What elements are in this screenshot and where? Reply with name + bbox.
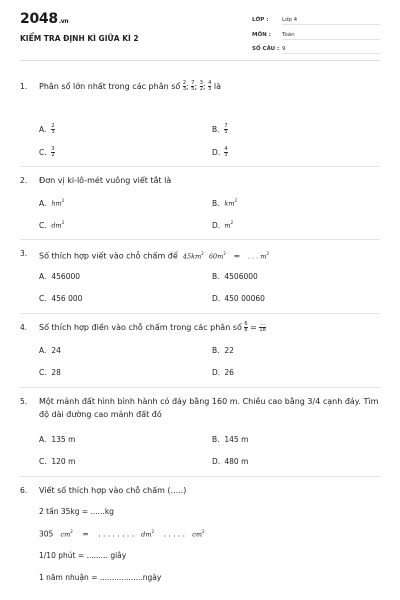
option-b[interactable]: B. 22: [212, 346, 234, 355]
question-separator: [20, 476, 380, 477]
option-d[interactable]: D. $m^2$: [212, 220, 234, 230]
fill-line-mass[interactable]: 2 tấn 35kg = ......kg: [39, 507, 114, 516]
fill-line-area[interactable]: 305 $cm^2$ = . . . . . . . . $dm^2$ . . . . . $cm^2$: [39, 529, 205, 539]
option-b[interactable]: B. $\frac{7}{5}$: [212, 123, 228, 135]
option-d[interactable]: D. 26: [212, 368, 234, 377]
question-6: [20, 484, 380, 498]
fraction: $\frac{3}{2}$: [199, 80, 203, 92]
question-text: Một mảnh đất hình bình hành có đáy bằng 160 m. Chiều cao bằng 3/4 cạnh đáy. Tìm độ dài đường cao mảnh đất đó: [39, 397, 379, 419]
header-divider: [20, 60, 380, 61]
question-text: Viết số thích hợp vào chỗ chấm (.....): [39, 486, 187, 495]
meta-class-value: Lớp 4: [282, 17, 380, 25]
site-logo[interactable]: [20, 11, 68, 27]
option-a[interactable]: A. 135 m: [39, 435, 76, 444]
logo-suffix: .vn: [58, 18, 69, 25]
fraction: $\frac{7}{5}$: [191, 80, 195, 92]
option-d[interactable]: D. 450 00060: [212, 294, 265, 303]
question-separator: [20, 166, 380, 167]
option-c[interactable]: C. 28: [39, 368, 61, 377]
fraction: $\frac{6}{8}$: [244, 321, 248, 333]
option-c[interactable]: C. 456 000: [39, 294, 83, 303]
question-text: Phân số lớn nhất trong các phân số $\frac{2}{3}$ ; $\frac{7}{5}$ ; $\frac{3}{2}$ ; $\frac{4}{3}$ là: [39, 80, 221, 92]
question-separator: [20, 387, 380, 388]
question-4: [20, 321, 380, 335]
question-number: 5.: [20, 397, 28, 406]
meta-subject-value: Toán: [282, 32, 380, 40]
meta-count-row: [252, 46, 380, 56]
meta-class-row: [252, 17, 380, 27]
question-separator: [20, 313, 380, 314]
meta-count-value: 9: [282, 46, 380, 54]
question-2: [20, 174, 380, 188]
option-b[interactable]: B. 4506000: [212, 272, 258, 281]
question-3: [20, 247, 380, 261]
option-a[interactable]: A. 24: [39, 346, 61, 355]
fraction: $\frac{4}{3}$: [208, 80, 212, 92]
question-text: Số thích hợp điền vào chỗ chấm trong các phân số $\frac{6}{8}$ = $\frac{...}{18}$: [39, 321, 266, 333]
question-text: Số thích hợp viết vào chỗ chấm để $45km^2$ $60m^2$ = . . . $m^2$: [39, 251, 269, 261]
meta-subject-row: [252, 32, 380, 42]
question-text: Đơn vị ki-lô-mét vuông viết tắt là: [39, 176, 172, 185]
option-d[interactable]: D. $\frac{4}{3}$: [212, 146, 228, 158]
option-c[interactable]: C. $\frac{3}{2}$: [39, 146, 55, 158]
question-number: 3.: [20, 249, 28, 258]
question-separator: [20, 239, 380, 240]
option-a[interactable]: A. 456000: [39, 272, 81, 281]
option-a[interactable]: A. $hm^2$: [39, 198, 65, 208]
question-number: 4.: [20, 323, 28, 332]
fill-line-leap-year[interactable]: 1 năm nhuận = ..................ngày: [39, 573, 162, 582]
meta-subject-label: MÔN :: [252, 32, 271, 38]
option-b[interactable]: B. 145 m: [212, 435, 249, 444]
exam-title: KIỂM TRA ĐỊNH KÌ GIỮA KÌ 2: [20, 34, 139, 43]
option-d[interactable]: D. 480 m: [212, 457, 249, 466]
question-number: 1.: [20, 82, 28, 91]
option-c[interactable]: C. 120 m: [39, 457, 76, 466]
question-number: 6.: [20, 486, 28, 495]
question-number: 2.: [20, 176, 28, 185]
meta-class-label: LỚP :: [252, 17, 269, 23]
fraction: $\frac{...}{18}$: [259, 321, 266, 333]
question-1: [20, 80, 380, 94]
question-5: [20, 395, 380, 423]
option-c[interactable]: C. $dm^2$: [39, 220, 65, 230]
fraction: $\frac{2}{3}$: [182, 80, 187, 92]
fill-line-time[interactable]: 1/10 phút = ......... giây: [39, 551, 127, 560]
logo-text: 2048: [20, 11, 58, 27]
meta-count-label: SỐ CÂU :: [252, 46, 280, 52]
option-a[interactable]: A. $\frac{2}{3}$: [39, 123, 55, 135]
option-b[interactable]: B. $km^2$: [212, 198, 238, 208]
